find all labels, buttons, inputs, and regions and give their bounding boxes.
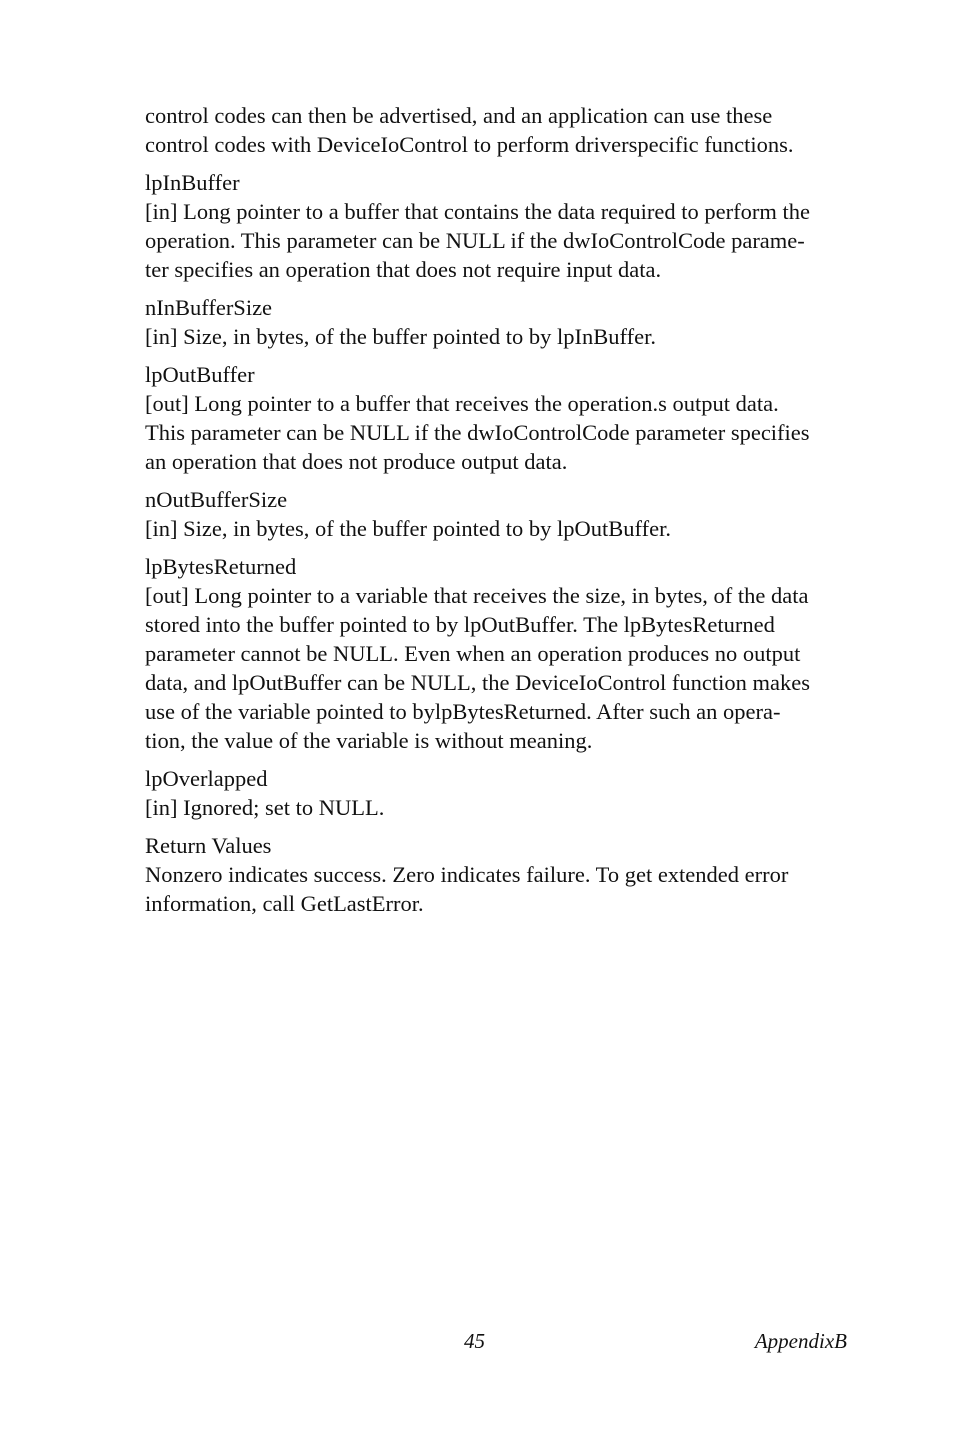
text-line: parameter cannot be NULL. Even when an operation produces no output — [145, 641, 801, 666]
text-line: an operation that does not produce output data. — [145, 449, 568, 474]
section-heading: Return Values — [145, 833, 272, 858]
text-line: [in] Long pointer to a buffer that contains the data required to perform the — [145, 199, 810, 224]
parameter-lpoverlapped — [145, 764, 865, 822]
footer-section-title: AppendixB — [754, 1329, 847, 1353]
parameter-name: nInBufferSize — [145, 295, 273, 320]
parameter-name: lpOutBuffer — [145, 362, 255, 387]
text-line: control codes can then be advertised, and an application can use these — [145, 103, 773, 128]
parameter-name: lpInBuffer — [145, 170, 240, 195]
parameter-lpoutbuffer — [145, 360, 865, 476]
text-line: [out] Long pointer to a variable that receives the size, in bytes, of the data — [145, 583, 809, 608]
parameter-noutbuffersize — [145, 485, 865, 543]
text-line: control codes with DeviceIoControl to perform driverspecific functions. — [145, 132, 794, 157]
text-line: operation. This parameter can be NULL if the dwIoControlCode parame- — [145, 228, 805, 253]
text-line: [in] Size, in bytes, of the buffer pointed to by lpOutBuffer. — [145, 516, 671, 541]
parameter-name: lpOverlapped — [145, 766, 268, 791]
parameter-name: nOutBufferSize — [145, 487, 288, 512]
text-line: tion, the value of the variable is without meaning. — [145, 728, 593, 753]
body-text — [145, 101, 865, 927]
paragraph-intro — [145, 101, 865, 159]
text-line: [in] Size, in bytes, of the buffer pointed to by lpInBuffer. — [145, 324, 656, 349]
text-line: This parameter can be NULL if the dwIoControlCode parameter specifies — [145, 420, 810, 445]
text-line: Nonzero indicates success. Zero indicates failure. To get extended error — [145, 862, 789, 887]
text-line: ter specifies an operation that does not require input data. — [145, 257, 662, 282]
text-line: [out] Long pointer to a buffer that receives the operation.s output data. — [145, 391, 779, 416]
parameter-name: lpBytesReturned — [145, 554, 297, 579]
page-number: 45 — [464, 1329, 485, 1353]
parameter-lpbytesreturned — [145, 552, 865, 755]
text-line: stored into the buffer pointed to by lpOutBuffer. The lpBytesReturned — [145, 612, 775, 637]
parameter-ninbuffersize — [145, 293, 865, 351]
section-return-values — [145, 831, 865, 918]
text-line: [in] Ignored; set to NULL. — [145, 795, 385, 820]
text-line: data, and lpOutBuffer can be NULL, the DeviceIoControl function makes — [145, 670, 811, 695]
parameter-lpinbuffer — [145, 168, 865, 284]
text-line: use of the variable pointed to bylpBytesReturned. After such an opera- — [145, 699, 781, 724]
text-line: information, call GetLastError. — [145, 891, 424, 916]
